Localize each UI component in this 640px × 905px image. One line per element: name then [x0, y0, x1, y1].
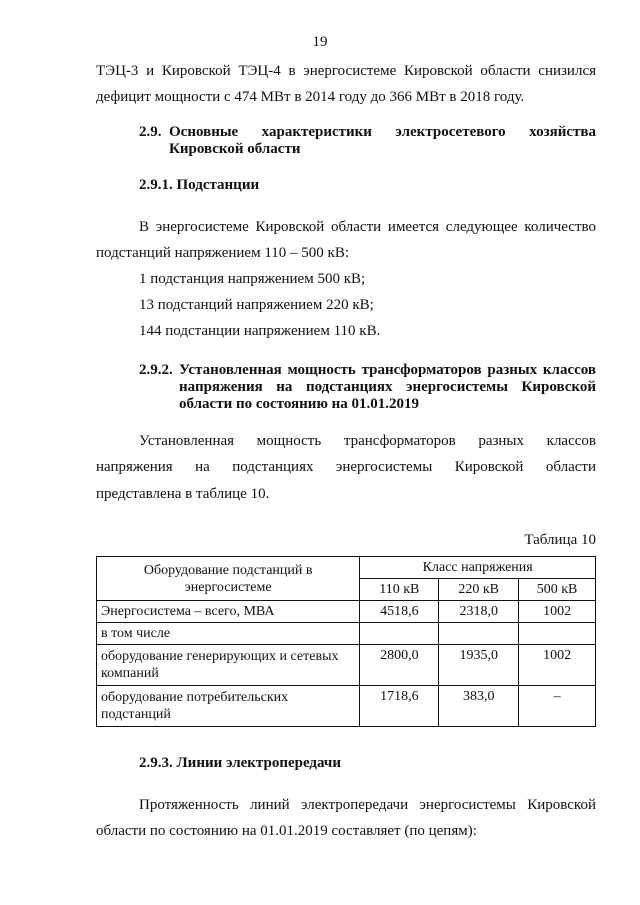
table-row: [97, 645, 596, 686]
section-2-9-number: 2.9.: [139, 124, 162, 140]
header-equipment: Оборудование подстанций в энергосистеме: [97, 557, 360, 601]
section-2-9-2-title-line-3: области по состоянию на 01.01.2019: [179, 396, 420, 412]
intro-line-2: дефицит мощности с 474 МВт в 2014 году до 366 МВт в 2018 году.: [96, 89, 525, 105]
page-number: 19: [312, 34, 328, 50]
cell-value: 1935,0: [439, 645, 519, 686]
cell-value: –: [519, 686, 596, 727]
table-row: [97, 686, 596, 727]
table-row: [97, 601, 596, 623]
table-row: [97, 623, 596, 645]
row-label: Энергосистема – всего, МВА: [97, 601, 360, 623]
transformer-capacity-table: [96, 556, 596, 727]
substations-para-line-2: подстанций напряжением 110 – 500 кВ:: [96, 245, 349, 261]
cell-value: 1002: [519, 645, 596, 686]
intro-line-1: ТЭЦ-3 и Кировской ТЭЦ-4 в энергосистеме Кировской области снизился: [96, 63, 596, 79]
cell-value: 383,0: [439, 686, 519, 727]
section-2-9-1-heading: 2.9.1. Подстанции: [139, 177, 260, 193]
section-2-9-title-line-1: Основные характеристики электросетевого хозяйства: [169, 124, 596, 140]
capacity-para-line-3: представлена в таблице 10.: [96, 486, 270, 502]
column-header: 500 кВ: [519, 579, 596, 601]
column-header: 110 кВ: [360, 579, 439, 601]
lines-para-line-1: Протяженность линий электропередачи энергосистемы Кировской: [139, 797, 596, 813]
cell-value: 1002: [519, 601, 596, 623]
cell-value: 2318,0: [439, 601, 519, 623]
cell-value: [519, 623, 596, 645]
cell-value: 1718,6: [360, 686, 439, 727]
cell-value: [360, 623, 439, 645]
header-voltage-class: Класс напряжения: [360, 557, 596, 579]
lines-para-line-2: области по состоянию на 01.01.2019 составляет (по цепям):: [96, 823, 477, 839]
section-2-9-2-title-line-1: Установленная мощность трансформаторов разных классов: [179, 362, 596, 378]
row-label: оборудование генерирующих и сетевых компаний: [97, 645, 360, 686]
cell-value: 4518,6: [360, 601, 439, 623]
substation-item: 1 подстанция напряжением 500 кВ;: [139, 271, 366, 287]
table-header-row: [97, 557, 596, 579]
row-label: в том числе: [97, 623, 360, 645]
cell-value: 2800,0: [360, 645, 439, 686]
row-label: оборудование потребительских подстанций: [97, 686, 360, 727]
section-2-9-2-title-line-2: напряжения на подстанциях энергосистемы Кировской: [179, 379, 596, 395]
section-2-9-2-number: 2.9.2.: [139, 362, 173, 378]
section-2-9-2-heading: [139, 362, 596, 413]
section-2-9-heading: [139, 124, 596, 158]
column-header: 220 кВ: [439, 579, 519, 601]
section-2-9-title-line-2: Кировской области: [169, 141, 301, 157]
substation-item: 13 подстанций напряжением 220 кВ;: [139, 297, 374, 313]
substations-para-line-1: В энергосистеме Кировской области имеется следующее количество: [139, 219, 596, 235]
substation-item: 144 подстанции напряжением 110 кВ.: [139, 323, 381, 339]
capacity-para-line-1: Установленная мощность трансформаторов разных классов: [139, 433, 596, 449]
section-2-9-3-heading: 2.9.3. Линии электропередачи: [139, 755, 342, 771]
cell-value: [439, 623, 519, 645]
table-caption: Таблица 10: [524, 532, 596, 548]
capacity-para-line-2: напряжения на подстанциях энергосистемы Кировской области: [96, 459, 596, 475]
